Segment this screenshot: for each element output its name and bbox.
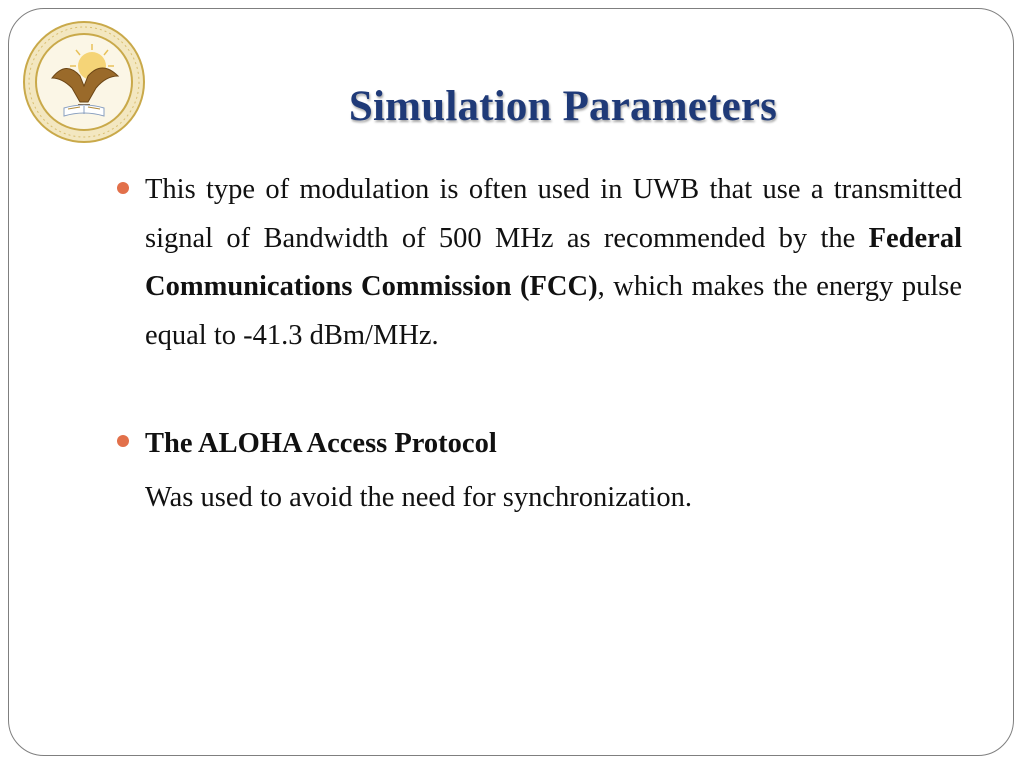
bullet-item-modulation [114, 166, 962, 360]
bullet-heading-aloha: The ALOHA Access Protocol [145, 428, 497, 459]
bullet-text-modulation [145, 166, 962, 360]
slide-content [114, 166, 962, 518]
bullet-detail-aloha: Was used to avoid the need for synchronization. [145, 482, 692, 513]
slide-title: Simulation Parameters [348, 83, 778, 130]
bullet-text-part2: , which makes the energy pulse equal to -41.3 dBm/MHz. [145, 271, 962, 351]
bullet-text-part1: This type of modulation is often used in UWB that use a transmitted signal of Bandwidth of 500 MHz as recommended by the [145, 174, 962, 254]
bullet-item-aloha [114, 422, 962, 466]
bullet-text-bold: Federal Communications Commission (FCC) [145, 222, 962, 302]
bullet-icon [117, 435, 129, 447]
bullet-icon [117, 182, 129, 194]
